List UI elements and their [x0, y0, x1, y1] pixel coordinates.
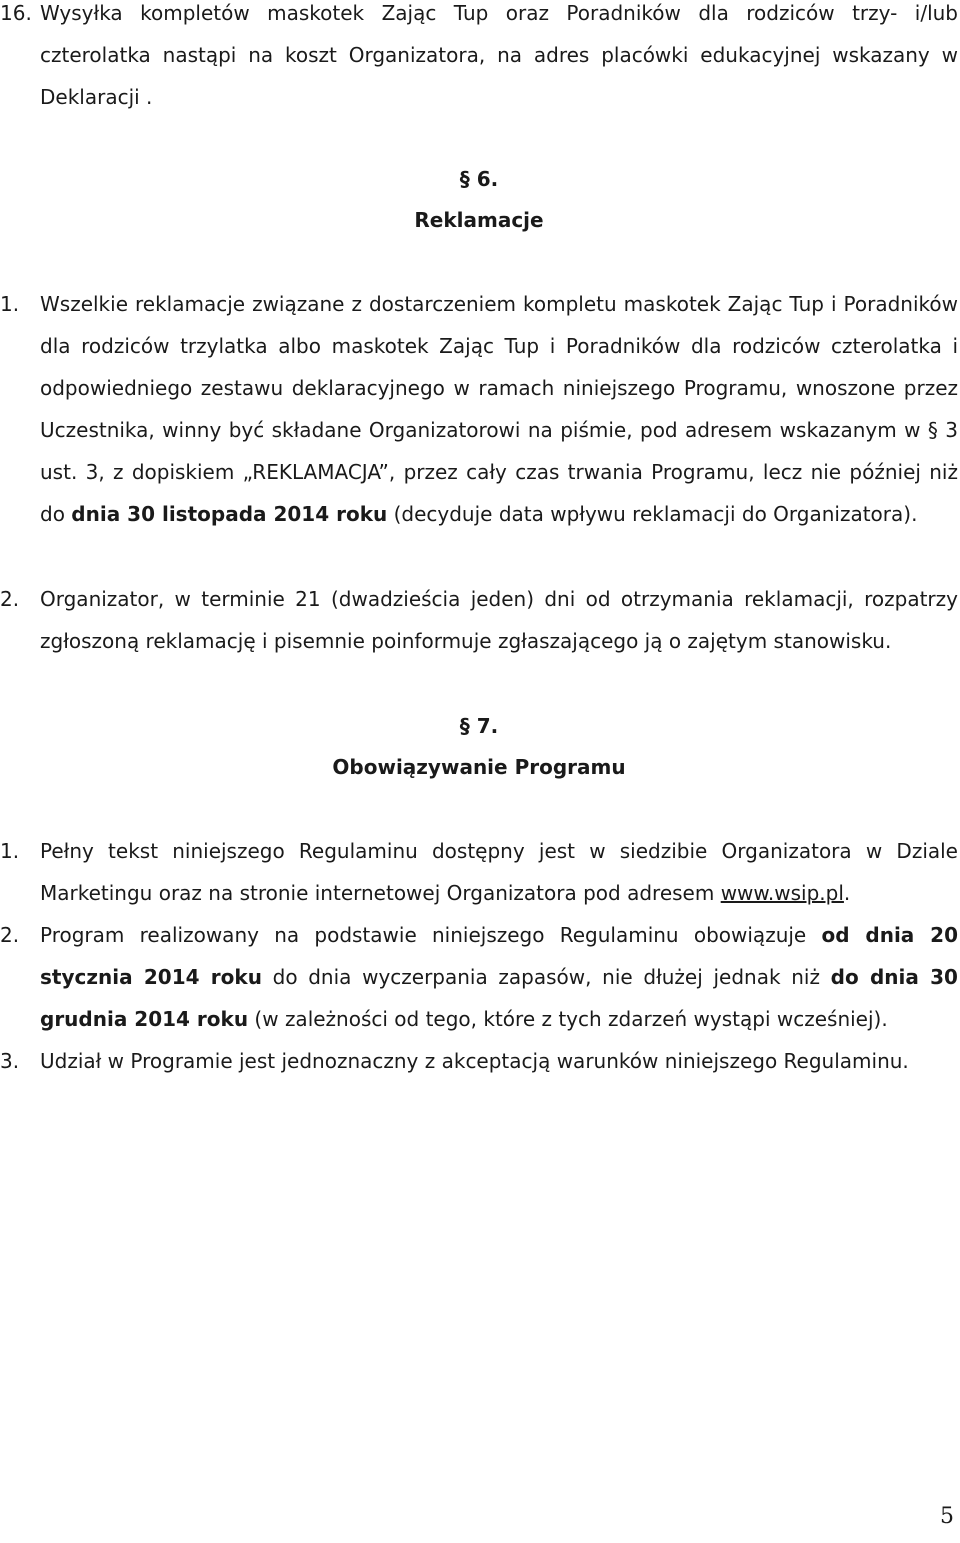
list-item-16 [0, 0, 958, 118]
item-number: 1. [0, 292, 20, 316]
item-text: Program realizowany na podstawie niniejszego Regulaminu obowiązuje od dnia 20 stycznia 2014 roku do dnia wyczerpania zapasów, nie dłużej jednak niż do dnia 30 grudnia 2014 roku (w zależności od tego, które z tych zdarzeń wystąpi wcześniej). [40, 923, 958, 1031]
section-7-item-2 [0, 914, 958, 1040]
item-number: 1. [0, 839, 20, 863]
item-text: Pełny tekst niniejszego Regulaminu dostępny jest w siedzibie Organizatora w Dziale Marketingu oraz na stronie internetowej Organizatora pod adresem www.wsip.pl. [40, 839, 958, 905]
section-7-item-3 [0, 1040, 958, 1082]
section-6-item-1 [0, 283, 958, 535]
item-number: 2. [0, 923, 20, 947]
deadline-date: dnia 30 listopada 2014 roku [71, 502, 388, 526]
item-number: 3. [0, 1049, 20, 1073]
item-text: Wysyłka kompletów maskotek Zając Tup oraz Poradników dla rodziców trzy- i/lub czterolatka nastąpi na koszt Organizatora, na adres placówki edukacyjnej wskazany w Deklaracji . [40, 1, 958, 109]
end-date: do dnia 30 grudnia 2014 roku [40, 965, 958, 1031]
section-6-title: Reklamacje [414, 208, 544, 232]
section-7-item-1 [0, 830, 958, 914]
section-7-paragraph: § 7. [459, 714, 499, 738]
item-text: Organizator, w terminie 21 (dwadzieścia jeden) dni od otrzymania reklamacji, rozpatrzy zgłoszoną reklamację i pisemnie poinformuje zgłaszającego ją o zajętym stanowisku. [40, 587, 958, 653]
item-text: Udział w Programie jest jednoznaczny z akceptacją warunków niniejszego Regulaminu. [40, 1049, 909, 1073]
item-number: 2. [0, 587, 20, 611]
item-text: Wszelkie reklamacje związane z dostarczeniem kompletu maskotek Zając Tup i Poradników dla rodziców trzylatka albo maskotek Zając Tup i Poradników dla rodziców czterolatka i odpowiedniego zestawu deklaracyjnego w ramach niniejszego Programu, wnoszone przez Uczestnika, winny być składane Organizatorowi na piśmie, pod adresem wskazanym w § 3 ust. 3, z dopiskiem „REKLAMACJA”, przez cały czas trwania Programu, lecz nie później niż do dnia 30 listopada 2014 roku (decyduje data wpływu reklamacji do Organizatora). [40, 292, 958, 526]
section-6-paragraph: § 6. [459, 167, 499, 191]
section-7-title: Obowiązywanie Programu [332, 755, 626, 779]
page-number: 5 [940, 1504, 954, 1529]
start-date: od dnia 20 stycznia 2014 roku [40, 923, 958, 989]
section-6-item-2 [0, 578, 958, 662]
item-number: 16. [0, 1, 32, 25]
website-link[interactable]: www.wsip.pl [720, 881, 844, 905]
